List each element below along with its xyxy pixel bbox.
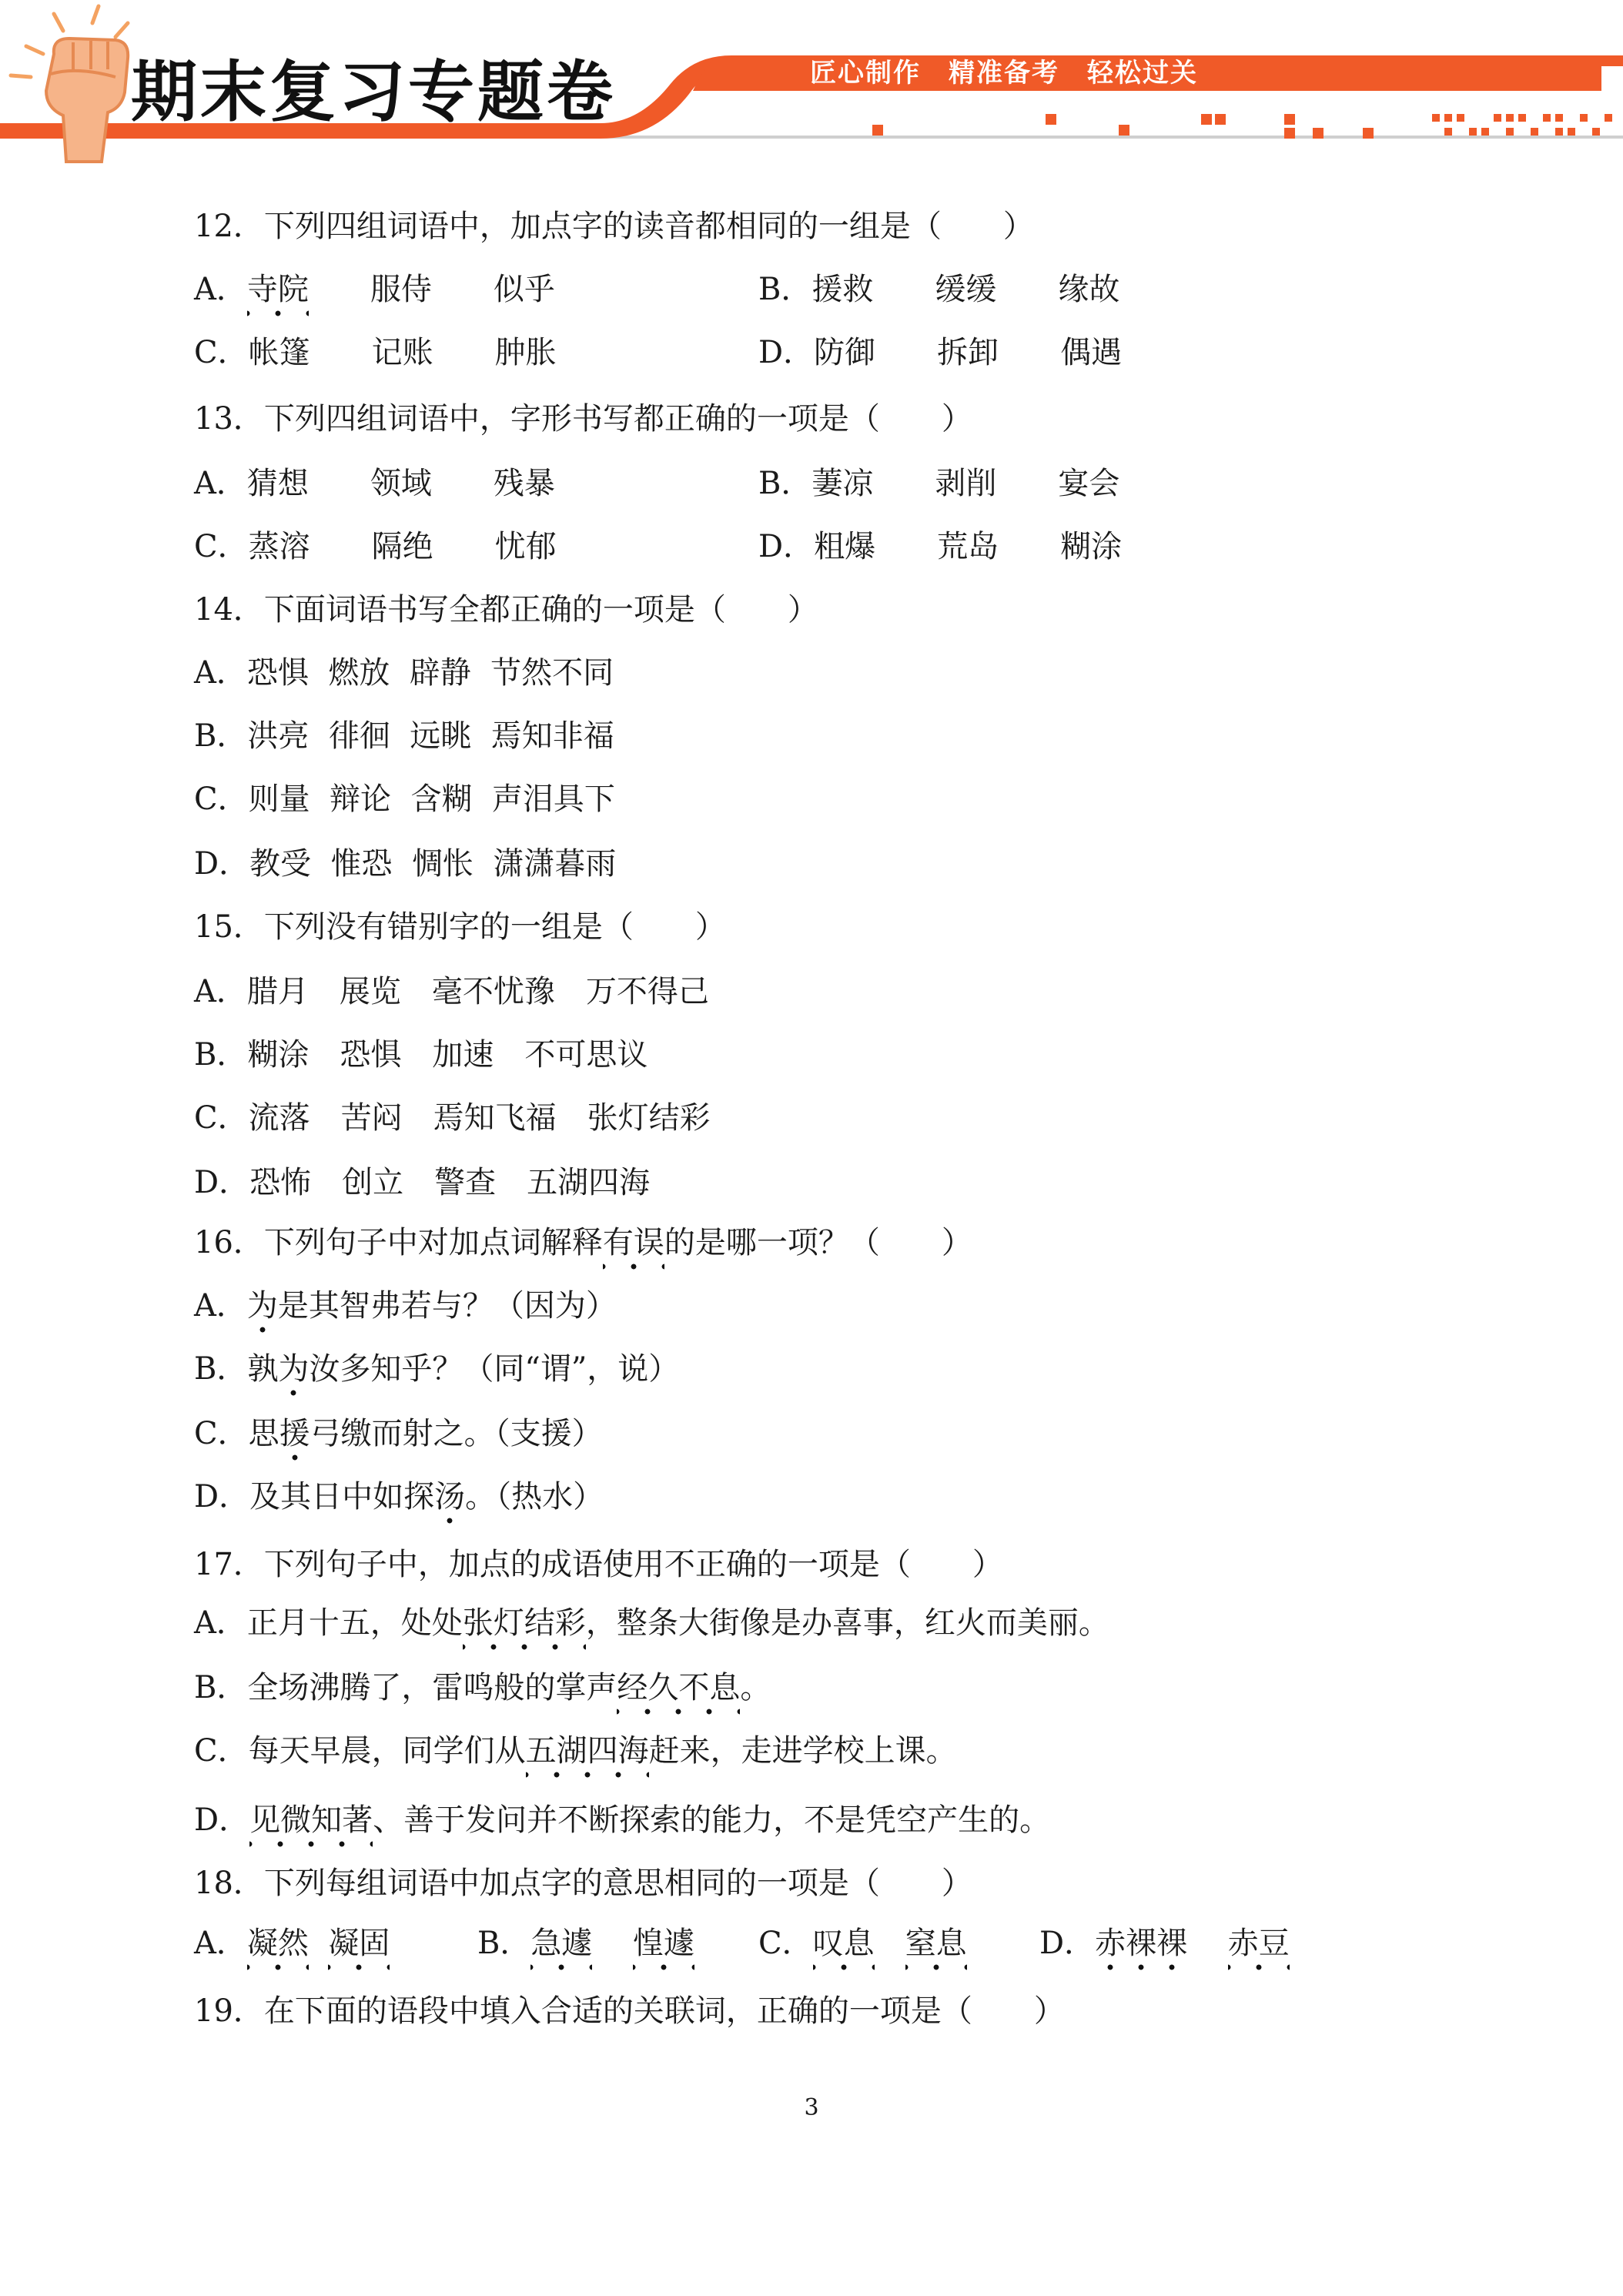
q13-option-c: C．蒸溶 隔绝 忧郁	[194, 529, 557, 564]
page-number: 3	[804, 2094, 819, 2121]
q12-option-c: C．帐篷 记账 肿胀	[194, 335, 557, 370]
question-18-stem: 18．下列每组词语中加点字的意思相同的一项是（ ）	[194, 1866, 972, 1901]
q12-option-d: D．防御 拆卸 偶遇	[758, 335, 1123, 370]
q15-option-a: A．腊月 展览 毫不忧豫 万不得己	[194, 974, 709, 1009]
q15-option-d: D．恐怖 创立 警查 五湖四海	[194, 1165, 651, 1200]
document-title: 期末复习专题卷	[131, 54, 616, 131]
q15-option-b: B．糊涂 恐惧 加速 不可思议	[194, 1037, 648, 1073]
q15-option-c: C．流落 苦闷 焉知飞福 张灯结彩	[194, 1100, 711, 1136]
q14-option-a: A．恐惧 燃放 辟静 节然不同	[194, 655, 614, 691]
q17-option-d: D．见微知著、善于发问并不断探索的能力，不是凭空产生的。	[194, 1799, 1050, 1842]
question-14-stem: 14．下面词语书写全都正确的一项是（ ）	[194, 592, 818, 628]
q18-option-b: B．急遽 惶遽	[477, 1922, 694, 1965]
q17-option-a: A．正月十五，处处张灯结彩，整条大街像是办喜事，红火而美丽。	[194, 1602, 1109, 1645]
q18-option-c: C．叹息 窒息	[758, 1922, 967, 1965]
q14-option-d: D．教受 惟恐 惆怅 潇潇暮雨	[194, 846, 617, 882]
question-19-stem: 19．在下面的语段中填入合适的关联词，正确的一项是（ ）	[194, 1993, 1065, 2029]
q16-option-c: C．思援弓缴而射之。（支援）	[194, 1412, 603, 1455]
q12-option-a: A．寺院 服侍 似乎	[194, 268, 555, 311]
q13-option-b: B．萋凉 剥削 宴会	[758, 466, 1120, 501]
q17-option-b: B．全场沸腾了，雷鸣般的掌声经久不息。	[194, 1666, 771, 1709]
question-12-stem: 12．下列四组词语中，加点字的读音都相同的一组是（ ）	[194, 209, 1034, 244]
q14-option-b: B．洪亮 徘徊 远眺 焉知非福	[194, 718, 614, 754]
q14-option-c: C．则量 辩论 含糊 声泪具下	[194, 782, 615, 817]
q17-option-c: C．每天早晨，同学们从五湖四海赶来，走进学校上课。	[194, 1729, 957, 1772]
q18-option-d: D．赤裸裸 赤豆	[1039, 1922, 1290, 1965]
q12-option-b: B．援救 缓缓 缘故	[758, 272, 1120, 307]
q13-option-d: D．粗爆 荒岛 糊涂	[758, 529, 1123, 564]
q16-option-b: B．孰为汝多知乎？（同“谓”，说）	[194, 1347, 679, 1391]
question-15-stem: 15．下列没有错别字的一组是（ ）	[194, 909, 726, 945]
header-slogan: 匠心制作 精准备考 轻松过关	[810, 58, 1198, 89]
question-17-stem: 17．下列句子中，加点的成语使用不正确的一项是（ ）	[194, 1547, 1003, 1582]
q16-option-d: D．及其日中如探汤。（热水）	[194, 1475, 604, 1518]
question-13-stem: 13．下列四组词语中，字形书写都正确的一项是（ ）	[194, 401, 972, 437]
q18-option-a: A．凝然 凝固	[194, 1922, 390, 1965]
question-16-stem: 16．下列句子中对加点词解释有误的是哪一项？（ ）	[194, 1221, 972, 1264]
page-header	[0, 0, 1623, 166]
q16-option-a: A．为是其智弗若与？（因为）	[194, 1284, 617, 1327]
q13-option-a: A．猜想 领域 残暴	[194, 466, 555, 501]
